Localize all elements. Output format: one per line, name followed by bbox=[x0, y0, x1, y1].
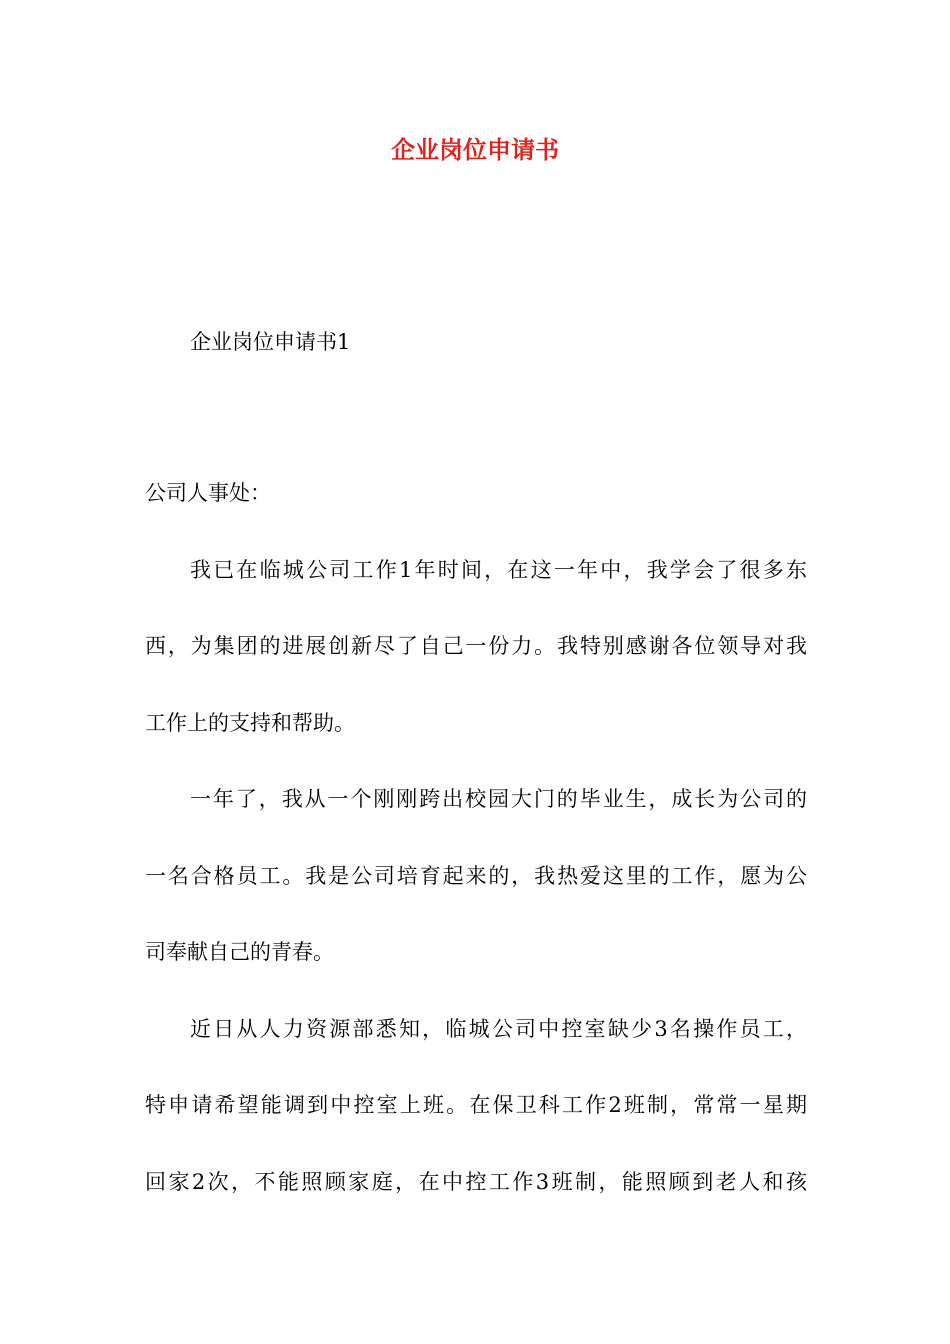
salutation: 公司人事处： bbox=[145, 481, 271, 505]
body-line: 回家2次，不能照顾家庭，在中控工作3班制，能照顾到老人和孩 bbox=[145, 1169, 807, 1194]
body-line: 一名合格员工。我是公司培育起来的，我热爱这里的工作，愿为公 bbox=[145, 863, 807, 888]
body-line: 工作上的支持和帮助。 bbox=[145, 710, 355, 735]
body-line: 一年了，我从一个刚刚跨出校园大门的毕业生，成长为公司的 bbox=[190, 787, 807, 811]
letter-body bbox=[145, 477, 807, 1242]
document-title: 企业岗位申请书 bbox=[391, 135, 559, 164]
body-line: 西，为集团的进展创新尽了自己一份力。我特别感谢各位领导对我 bbox=[145, 634, 807, 658]
document-subtitle: 企业岗位申请书1 bbox=[190, 330, 351, 354]
body-line: 近日从人力资源部悉知，临城公司中控室缺少3名操作员工， bbox=[190, 1016, 807, 1041]
body-line: 特申请希望能调到中控室上班。在保卫科工作2班制，常常一星期 bbox=[145, 1093, 807, 1117]
body-line: 我已在临城公司工作1年时间，在这一年中，我学会了很多东 bbox=[190, 557, 807, 582]
body-line: 司奉献自己的青春。 bbox=[145, 940, 334, 964]
